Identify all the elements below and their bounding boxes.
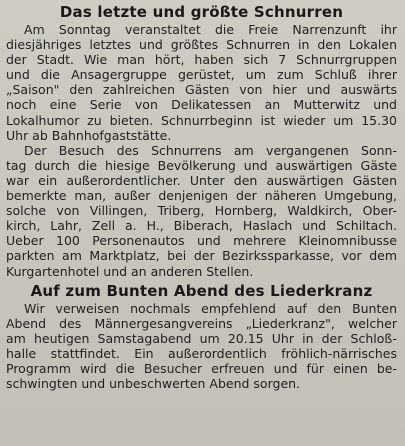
text-line: Uhr ab Bahnhofgaststätte. (6, 127, 172, 143)
text-line: Am Sonntag veranstaltet die Freie Narrenzunft ihr (24, 22, 397, 37)
text-line: kirch, Lahr, Zell a. H., Biberach, Haslach und Schiltach. (6, 218, 397, 234)
text-line: solche von Villingen, Triberg, Hornberg, Waldkirch, Ober- (6, 203, 397, 219)
text-line: bemerkte man, außer denjenigen der näheren Umgebung, (6, 188, 397, 204)
text-line: Wir verweisen nochmals empfehlend auf den Bunten (24, 300, 397, 316)
text-line: der Stadt. Wie man hört, haben sich 7 Schnurrgruppen (6, 52, 397, 68)
text-line: schwingten und unbeschwerten Abend sorgen. (6, 376, 301, 392)
article-schnurren-paragraph-1 (6, 22, 397, 143)
text-line: und die Ansagergruppe gerüstet, um zum Schluß ihrer (6, 67, 397, 83)
article-schnurren-paragraph-2 (6, 143, 397, 279)
article-liederkranz-paragraph-1 (6, 301, 397, 392)
text-line: Lokalhumor zu bieten. Schnurrbeginn ist wieder um 15.30 (6, 112, 397, 128)
text-line: tag durch die hiesige Bevölkerung und auswärtigen Gäste (6, 157, 397, 173)
headline-schnurren: Das letzte und größte Schnurren (59, 3, 344, 21)
text-line: war ein außerordentlicher. Unter den auswärtigen Gästen (6, 172, 397, 188)
text-line: am heutigen Samstagabend um 20.15 Uhr in der Schloß- (6, 330, 397, 346)
text-line: parkten am Marktplatz, bei der Bezirkssparkasse, vor dem (6, 248, 397, 264)
text-line: Der Besuch des Schnurrens am vergangenen Sonn- (24, 142, 397, 158)
text-line: Kurgartenhotel und an anderen Stellen. (6, 263, 254, 279)
text-line: Programm wird die Besucher erfreuen und für einen be- (6, 360, 397, 376)
text-line: Abend des Männergesangvereins „Liederkranz", welcher (6, 315, 397, 331)
headline-liederkranz: Auf zum Bunten Abend des Liederkranz (30, 281, 373, 300)
text-line: „Saison" den zahlreichen Gästen von hier und auswärts (6, 82, 397, 98)
text-line: halle stattfindet. Ein außerordentlich fröhlich-närrisches (6, 345, 397, 361)
text-line: noch eine Serie von Delikatessen an Mutterwitz und (6, 97, 397, 113)
text-line: diesjähriges letztes und größtes Schnurren in den Lokalen (6, 37, 397, 53)
text-line: Ueber 100 Personenautos und mehrere Kleinomnibusse (6, 233, 397, 249)
